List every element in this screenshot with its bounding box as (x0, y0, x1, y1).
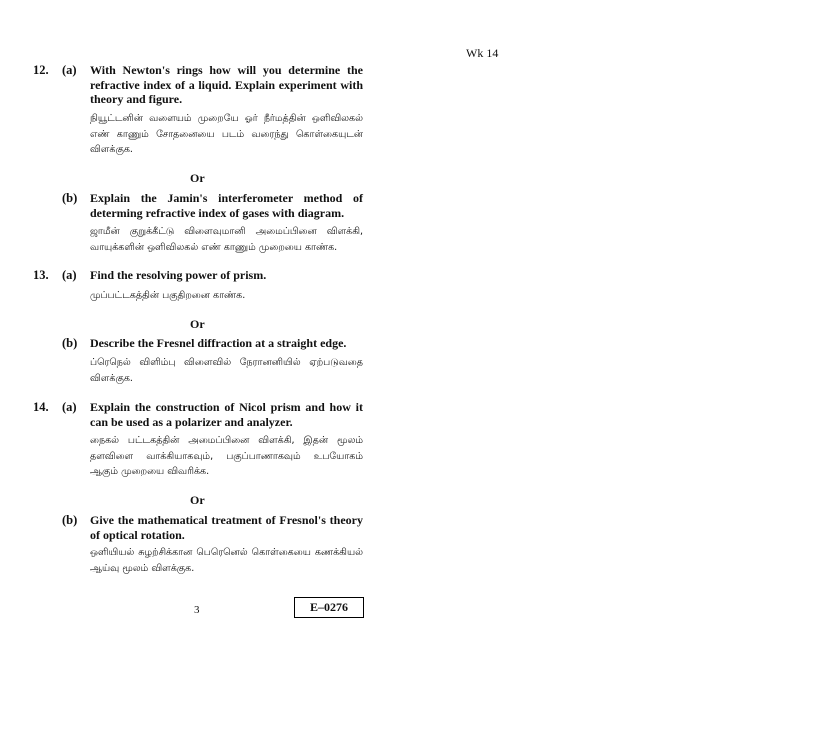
question-12a-tamil: நியூட்டனின் வளையம் முறையே ஓர் நீர்மத்தின் ஒளிவிலகல் எண் காணும் சோதனையை படம் வரைந்து கொள்கையுடன் விளக்குக. (90, 113, 363, 155)
question-13a-label: (a) (62, 268, 77, 282)
question-12b-tamil: ஜாமீன் குறுக்கீட்டு விளைவுமானி அமைப்பினை விளக்கி, வாயுக்களின் ஒளிவிலகல் எண் காணும் முறையை காண்க. (90, 226, 363, 253)
question-12a-english: With Newton's rings how will you determine the refractive index of a liquid. Explain experiment with theory and figure. (90, 63, 363, 106)
question-13a-english: Find the resolving power of prism. (90, 268, 267, 282)
question-12b-english: Explain the Jamin's interferometer method of determing refractive index of gases with diagram. (90, 191, 363, 220)
question-13b-label: (b) (62, 336, 78, 350)
question-13b-english: Describe the Fresnel diffraction at a straight edge. (90, 336, 347, 350)
question-14-or: Or (190, 493, 205, 507)
page-number: 3 (194, 604, 200, 616)
question-12b-label: (b) (62, 191, 78, 205)
header-code: Wk 14 (466, 46, 499, 60)
question-14-number: 14. (33, 400, 49, 414)
question-13-or: Or (190, 317, 205, 331)
question-12a-label: (a) (62, 63, 77, 77)
question-13a-tamil: முப்பட்டகத்தின் பகுதிறனை காண்க. (90, 290, 246, 301)
question-14b-tamil: ஒளியியல் சுழற்சிக்கான பெரெனெல் கொள்கையை கணக்கியல் ஆய்வு மூலம் விளக்குக. (90, 547, 363, 574)
question-12-number: 12. (33, 63, 49, 77)
question-13-number: 13. (33, 268, 49, 282)
question-12-or: Or (190, 171, 205, 185)
question-14b-label: (b) (62, 513, 78, 527)
question-14b-english: Give the mathematical treatment of Fresnol's theory of optical rotation. (90, 513, 363, 542)
question-14a-label: (a) (62, 400, 77, 414)
question-13b-tamil: ப்ரெநெல் விளிம்பு விளைவில் நேரானனியில் ஏற்படுவதை விளக்குக. (90, 357, 363, 384)
paper-code-box: E–0276 (294, 597, 364, 618)
question-14a-tamil: நைகல் பட்டகத்தின் அமைப்பினை விளக்கி, இதன் மூலம் தளவிளை வாக்கியாகவும், பகுப்பாணாகவும் உபயோகம் ஆகும் முறையை விவரிக்க. (90, 435, 363, 477)
question-14a-english: Explain the construction of Nicol prism and how it can be used as a polarizer and analyzer. (90, 400, 363, 429)
